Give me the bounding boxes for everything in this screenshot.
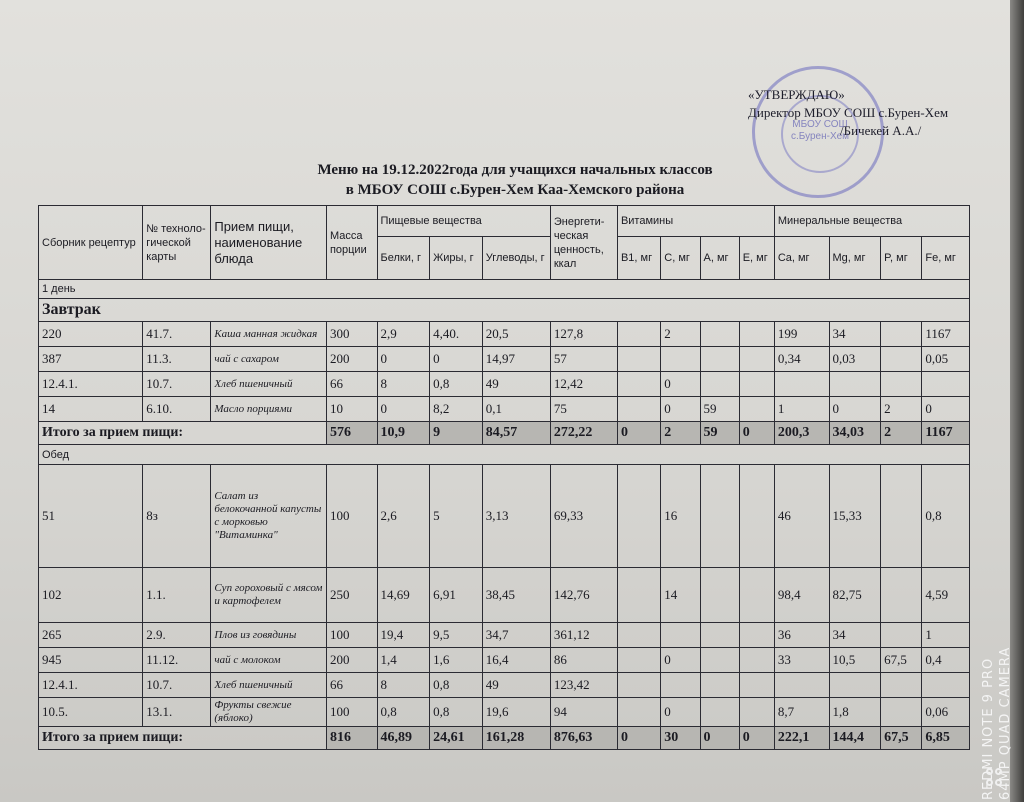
table-cell xyxy=(617,698,660,727)
table-cell: 8 xyxy=(377,673,430,698)
table-cell: 0,34 xyxy=(774,347,829,372)
table-cell: 1,6 xyxy=(430,648,483,673)
table-cell: 200 xyxy=(326,648,377,673)
table-cell: 250 xyxy=(326,568,377,623)
watermark-line2: 64MP QUAD CAMERA xyxy=(998,646,1013,800)
dish-name-cell: чай с сахаром xyxy=(211,347,327,372)
table-cell: 19,6 xyxy=(482,698,550,727)
table-cell: 0,8 xyxy=(430,372,483,397)
table-cell: 13.1. xyxy=(143,698,211,727)
table-cell: 75 xyxy=(550,397,617,422)
table-row xyxy=(39,322,970,347)
table-cell: 59 xyxy=(700,397,739,422)
table-cell: 67,5 xyxy=(881,648,922,673)
table-cell: 0 xyxy=(661,397,700,422)
table-cell xyxy=(881,372,922,397)
table-cell: 46 xyxy=(774,465,829,568)
table-cell xyxy=(661,623,700,648)
approval-position: Директор МБОУ СОШ с.Бурен-Хем xyxy=(748,105,949,120)
total-cell: 2 xyxy=(661,422,700,445)
table-cell xyxy=(922,372,970,397)
header-ca: Ca, мг xyxy=(774,237,829,280)
table-cell: 0,8 xyxy=(377,698,430,727)
table-cell: 387 xyxy=(39,347,143,372)
header-vitamins: Витамины xyxy=(617,206,774,237)
table-cell: 265 xyxy=(39,623,143,648)
total-cell: 576 xyxy=(326,422,377,445)
table-cell xyxy=(774,372,829,397)
table-cell: 16,4 xyxy=(482,648,550,673)
menu-title xyxy=(250,160,780,200)
approval-heading: «УТВЕРЖДАЮ» xyxy=(748,87,845,102)
dish-name-cell: Фрукты свежие (яблоко) xyxy=(211,698,327,727)
table-cell: 82,75 xyxy=(829,568,881,623)
table-cell: 1.1. xyxy=(143,568,211,623)
table-cell: 14 xyxy=(39,397,143,422)
total-cell: 222,1 xyxy=(774,727,829,750)
table-cell: 0,8 xyxy=(430,673,483,698)
table-cell xyxy=(617,397,660,422)
table-cell: 6,91 xyxy=(430,568,483,623)
total-cell: 84,57 xyxy=(482,422,550,445)
table-cell: 5 xyxy=(430,465,483,568)
table-cell: 6.10. xyxy=(143,397,211,422)
table-cell xyxy=(774,673,829,698)
header-row-top xyxy=(39,206,970,237)
total-cell: 10,9 xyxy=(377,422,430,445)
table-cell: 15,33 xyxy=(829,465,881,568)
table-cell: 2 xyxy=(661,322,700,347)
header-fe: Fe, мг xyxy=(922,237,970,280)
total-cell: 1167 xyxy=(922,422,970,445)
table-cell xyxy=(739,322,774,347)
table-cell: 57 xyxy=(550,347,617,372)
table-row xyxy=(39,623,970,648)
table-cell: 945 xyxy=(39,648,143,673)
table-cell: 36 xyxy=(774,623,829,648)
table-cell: 100 xyxy=(326,623,377,648)
day-row xyxy=(39,280,970,299)
table-cell xyxy=(739,347,774,372)
section-title: Обед xyxy=(39,445,970,465)
table-cell: 102 xyxy=(39,568,143,623)
total-cell: 2 xyxy=(881,422,922,445)
dish-name-cell: Салат из белокочанной капусты с морковью "Витаминка" xyxy=(211,465,327,568)
header-a: A, мг xyxy=(700,237,739,280)
watermark-line1: REDMI NOTE 9 PRO xyxy=(981,657,996,800)
table-cell xyxy=(700,568,739,623)
table-cell: 33 xyxy=(774,648,829,673)
header-nutrients: Пищевые вещества xyxy=(377,206,550,237)
dish-name-cell: чай с молоком xyxy=(211,648,327,673)
header-protein: Белки, г xyxy=(377,237,430,280)
table-cell: 49 xyxy=(482,673,550,698)
table-row xyxy=(39,698,970,727)
table-cell xyxy=(617,568,660,623)
table-cell: 8,7 xyxy=(774,698,829,727)
total-row xyxy=(39,727,970,750)
table-row xyxy=(39,673,970,698)
table-cell xyxy=(617,673,660,698)
total-cell: 30 xyxy=(661,727,700,750)
table-cell xyxy=(617,465,660,568)
total-label: Итого за прием пищи: xyxy=(39,727,327,750)
table-cell: 4,40. xyxy=(430,322,483,347)
table-cell: 0 xyxy=(661,372,700,397)
table-cell: 98,4 xyxy=(774,568,829,623)
table-cell: 1167 xyxy=(922,322,970,347)
table-cell: 2,6 xyxy=(377,465,430,568)
table-cell xyxy=(881,698,922,727)
total-cell: 0 xyxy=(617,422,660,445)
table-cell: 2 xyxy=(881,397,922,422)
total-cell: 9 xyxy=(430,422,483,445)
table-cell: 9,5 xyxy=(430,623,483,648)
table-cell: 0,06 xyxy=(922,698,970,727)
header-b1: B1, мг xyxy=(617,237,660,280)
table-cell: 8 xyxy=(377,372,430,397)
table-cell: 10 xyxy=(326,397,377,422)
table-row xyxy=(39,568,970,623)
table-cell: 10.7. xyxy=(143,673,211,698)
table-row xyxy=(39,465,970,568)
table-cell: 8з xyxy=(143,465,211,568)
total-cell: 0 xyxy=(739,727,774,750)
section-row xyxy=(39,445,970,465)
total-cell: 0 xyxy=(617,727,660,750)
table-cell xyxy=(617,372,660,397)
table-cell: 12.4.1. xyxy=(39,673,143,698)
table-cell: 10.7. xyxy=(143,372,211,397)
table-cell xyxy=(700,673,739,698)
approval-block xyxy=(748,86,1010,140)
table-cell: 0,03 xyxy=(829,347,881,372)
table-cell: 199 xyxy=(774,322,829,347)
header-mass: Масса порции xyxy=(326,206,377,280)
table-cell: 16 xyxy=(661,465,700,568)
table-cell: 8,2 xyxy=(430,397,483,422)
camera-logo-icon xyxy=(986,766,1008,800)
table-cell xyxy=(739,648,774,673)
table-cell xyxy=(881,673,922,698)
table-cell: 1 xyxy=(922,623,970,648)
approval-signatory: /Бичекей А.А./ xyxy=(840,123,922,138)
table-row xyxy=(39,372,970,397)
table-cell xyxy=(700,648,739,673)
table-cell xyxy=(617,648,660,673)
header-card: № техноло-гической карты xyxy=(143,206,211,280)
table-cell xyxy=(881,465,922,568)
table-cell xyxy=(617,623,660,648)
table-cell: 2,9 xyxy=(377,322,430,347)
table-cell xyxy=(661,347,700,372)
dish-name-cell: Хлеб пшеничный xyxy=(211,673,327,698)
total-cell: 144,4 xyxy=(829,727,881,750)
total-cell: 0 xyxy=(700,727,739,750)
section-row xyxy=(39,299,970,322)
stamp-text: МБОУ СОШ с.Бурен-Хем xyxy=(790,119,850,142)
table-cell xyxy=(700,698,739,727)
camera-watermark xyxy=(972,560,1024,800)
table-cell: 0,4 xyxy=(922,648,970,673)
table-cell: 19,4 xyxy=(377,623,430,648)
table-cell xyxy=(881,568,922,623)
table-cell: 361,12 xyxy=(550,623,617,648)
table-cell: 34 xyxy=(829,322,881,347)
total-label: Итого за прием пищи: xyxy=(39,422,327,445)
header-recipe: Сборник рецептур xyxy=(39,206,143,280)
table-cell: 10,5 xyxy=(829,648,881,673)
table-cell xyxy=(881,322,922,347)
table-cell: 0,05 xyxy=(922,347,970,372)
table-cell: 14,97 xyxy=(482,347,550,372)
table-cell: 123,42 xyxy=(550,673,617,698)
table-cell: 94 xyxy=(550,698,617,727)
section-title: Завтрак xyxy=(39,299,970,322)
total-cell: 272,22 xyxy=(550,422,617,445)
table-cell xyxy=(922,673,970,698)
table-cell: 41.7. xyxy=(143,322,211,347)
table-cell: 200 xyxy=(326,347,377,372)
table-cell xyxy=(700,623,739,648)
total-cell: 24,61 xyxy=(430,727,483,750)
table-cell xyxy=(617,322,660,347)
table-cell: 14 xyxy=(661,568,700,623)
table-cell: 100 xyxy=(326,465,377,568)
table-cell: 0 xyxy=(922,397,970,422)
total-cell: 161,28 xyxy=(482,727,550,750)
table-cell: 10.5. xyxy=(39,698,143,727)
dish-name-cell: Масло порциями xyxy=(211,397,327,422)
table-cell: 1,4 xyxy=(377,648,430,673)
total-cell: 6,85 xyxy=(922,727,970,750)
table-cell: 38,45 xyxy=(482,568,550,623)
table-cell xyxy=(700,347,739,372)
table-row xyxy=(39,347,970,372)
table-cell xyxy=(739,568,774,623)
table-cell: 11.3. xyxy=(143,347,211,372)
menu-title-line2: в МБОУ СОШ с.Бурен-Хем Каа-Хемского района xyxy=(345,182,685,198)
table-cell: 127,8 xyxy=(550,322,617,347)
dish-name-cell: Плов из говядины xyxy=(211,623,327,648)
table-cell xyxy=(700,372,739,397)
menu-table xyxy=(38,205,970,750)
table-cell: 51 xyxy=(39,465,143,568)
table-cell xyxy=(829,372,881,397)
table-cell xyxy=(739,698,774,727)
table-cell: 66 xyxy=(326,372,377,397)
table-cell: 0 xyxy=(661,648,700,673)
table-cell: 12,42 xyxy=(550,372,617,397)
table-cell: 0 xyxy=(661,698,700,727)
dish-name-cell: Хлеб пшеничный xyxy=(211,372,327,397)
table-cell: 11.12. xyxy=(143,648,211,673)
table-cell xyxy=(700,322,739,347)
dish-name-cell: Суп гороховый с мясом и картофелем xyxy=(211,568,327,623)
table-cell: 20,5 xyxy=(482,322,550,347)
table-cell: 66 xyxy=(326,673,377,698)
table-cell xyxy=(739,372,774,397)
table-cell: 0,8 xyxy=(430,698,483,727)
table-cell xyxy=(881,347,922,372)
table-cell: 100 xyxy=(326,698,377,727)
header-energy: Энергети-ческая ценность, ккал xyxy=(550,206,617,280)
header-carbs: Углеводы, г xyxy=(482,237,550,280)
header-minerals: Минеральные вещества xyxy=(774,206,969,237)
table-cell: 2.9. xyxy=(143,623,211,648)
table-cell xyxy=(739,623,774,648)
table-cell: 14,69 xyxy=(377,568,430,623)
total-cell: 0 xyxy=(739,422,774,445)
header-fat: Жиры, г xyxy=(430,237,483,280)
table-cell: 0,1 xyxy=(482,397,550,422)
table-row xyxy=(39,397,970,422)
total-cell: 200,3 xyxy=(774,422,829,445)
table-cell: 142,76 xyxy=(550,568,617,623)
day-label: 1 день xyxy=(39,280,970,299)
table-cell: 300 xyxy=(326,322,377,347)
table-cell: 86 xyxy=(550,648,617,673)
table-cell: 0 xyxy=(377,347,430,372)
total-row xyxy=(39,422,970,445)
table-cell: 69,33 xyxy=(550,465,617,568)
table-cell: 0 xyxy=(829,397,881,422)
total-cell: 46,89 xyxy=(377,727,430,750)
header-e: E, мг xyxy=(739,237,774,280)
table-cell: 220 xyxy=(39,322,143,347)
table-cell: 0 xyxy=(430,347,483,372)
dish-name-cell: Каша манная жидкая xyxy=(211,322,327,347)
table-cell xyxy=(739,397,774,422)
header-c: C, мг xyxy=(661,237,700,280)
table-cell: 0 xyxy=(377,397,430,422)
table-cell xyxy=(881,623,922,648)
table-cell: 34 xyxy=(829,623,881,648)
header-dish: Прием пищи, наименование блюда xyxy=(211,206,327,280)
header-mg: Mg, мг xyxy=(829,237,881,280)
table-cell: 34,7 xyxy=(482,623,550,648)
total-cell: 67,5 xyxy=(881,727,922,750)
table-cell: 1 xyxy=(774,397,829,422)
table-cell xyxy=(829,673,881,698)
table-cell: 4,59 xyxy=(922,568,970,623)
table-cell xyxy=(739,673,774,698)
menu-title-line1: Меню на 19.12.2022года для учащихся начальных классов xyxy=(317,162,713,178)
table-cell xyxy=(617,347,660,372)
table-cell: 0,8 xyxy=(922,465,970,568)
total-cell: 34,03 xyxy=(829,422,881,445)
total-cell: 876,63 xyxy=(550,727,617,750)
table-cell xyxy=(700,465,739,568)
total-cell: 816 xyxy=(326,727,377,750)
table-cell: 3,13 xyxy=(482,465,550,568)
header-p: P, мг xyxy=(881,237,922,280)
table-cell: 1,8 xyxy=(829,698,881,727)
total-cell: 59 xyxy=(700,422,739,445)
table-cell xyxy=(739,465,774,568)
table-cell xyxy=(661,673,700,698)
table-cell: 49 xyxy=(482,372,550,397)
table-cell: 12.4.1. xyxy=(39,372,143,397)
table-row xyxy=(39,648,970,673)
